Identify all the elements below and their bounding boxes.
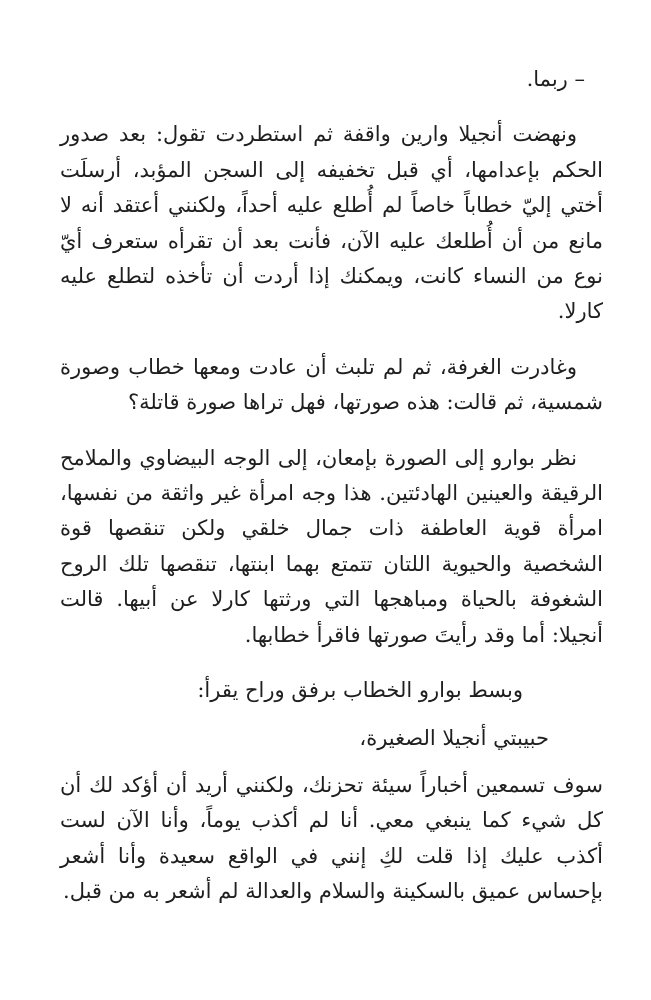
dialogue-line-maybe: – ربما. <box>526 67 585 91</box>
paragraph-poirot-examines: نظر بوارو إلى الصورة بإمعان، إلى الوجه البيضاوي والملامح الرقيقة والعينين الهادئتين. هذا وجه امرأة غير واثقة من نفسها، امرأة قوية العاطفة ذات جمال خلقي ولكن تنقصها قوة الشخصية والحيوية اللتان تتمتع بهما ابنتها، تنقصها تلك الروح الشغوفة بالحياة ومباهجها التي ورثتها كارلا عن أبيها. قالت أنجيلا: أما وقد رأيتَ صورتها فاقرأ خطابها. <box>60 445 603 647</box>
paragraph-angela-letter: ونهضت أنجيلا وارين واقفة ثم استطردت تقول: بعد صدور الحكم بإعدامها، أي قبل تخفيفه إلى السجن المؤبد، أرسلَت أختي إليّ خطاباً خاصاً لم أُطلع عليه أحداً، ولكنني أعتقد أنه لا مانع من أن أُطلعك عليه الآن، فأنت بعد أن تقرأه ستعرف أيّ نوع من النساء كانت، ويمكنك إذا أردت أن تأخذه لتطلع عليه كارلا. <box>60 122 603 324</box>
letter-body: سوف تسمعين أخباراً سيئة تحزنك، ولكنني أريد أن أؤكد لك أن كل شيء كما ينبغي معي. أنا لم أكذب يوماً، وأنا الآن لست أكذب عليك إذا قلت لكِ إنني في الواقع سعيدة وأنا أشعر بإحساس عميق بالسكينة والسلام والعدالة لم أشعر به من قبل. <box>60 772 603 904</box>
paragraph-poirot-reads: وبسط بوارو الخطاب برفق وراح يقرأ: <box>197 678 523 703</box>
paragraph-photograph: وغادرت الغرفة، ثم لم تلبث أن عادت ومعها خطاب وصورة شمسية، ثم قالت: هذه صورتها، فهل تراها صورة قاتلة؟ <box>60 354 603 415</box>
letter-salutation: حبيبتي أنجيلا الصغيرة، <box>359 725 549 750</box>
